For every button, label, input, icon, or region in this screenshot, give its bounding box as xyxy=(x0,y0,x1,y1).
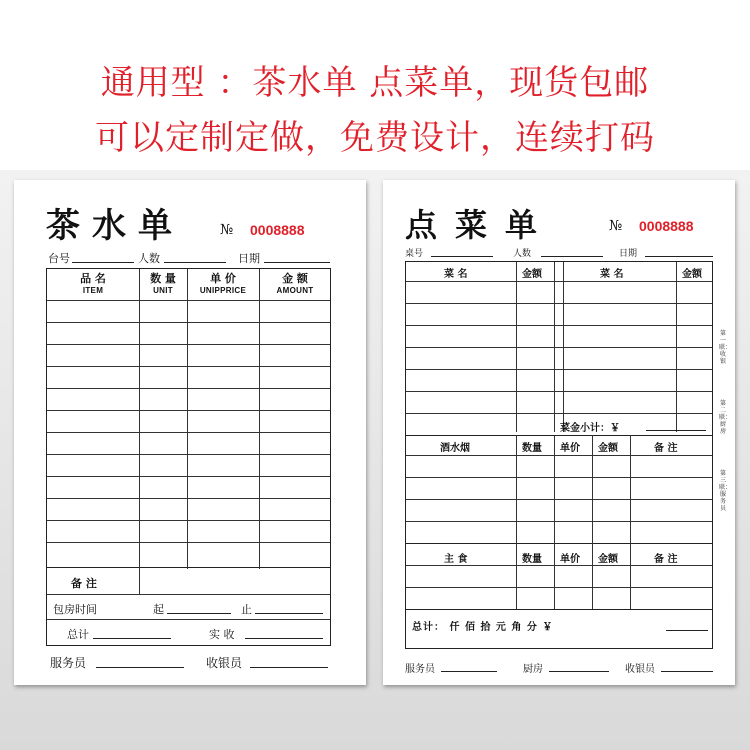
tea-start-label: 起 xyxy=(153,603,164,616)
staple-col-qty: 数量 xyxy=(522,554,542,565)
tea-form-title: 茶水单 xyxy=(46,206,184,246)
grand-total-label: 总计： 仟 佰 拾 元 角 分 ￥ xyxy=(412,622,554,633)
staple-col-amount: 金额 xyxy=(598,554,618,565)
drinks-col-remarks: 备 注 xyxy=(654,443,678,454)
order-serial-label: № xyxy=(609,218,623,234)
order-waiter-label: 服务员 xyxy=(405,664,435,675)
tea-waiter-line[interactable] xyxy=(96,667,184,668)
drinks-col-name: 酒水烟 xyxy=(440,443,470,454)
dish-subtotal-label: 菜金小计：￥ xyxy=(560,423,620,434)
dish-amount-col-2: 金额 xyxy=(682,269,702,280)
order-date-label: 日期 xyxy=(619,249,638,259)
tea-total-line[interactable] xyxy=(93,638,171,639)
order-table-box xyxy=(405,261,713,649)
tea-col-unit: 数 量 UNIT xyxy=(150,272,176,295)
tea-cashier-line[interactable] xyxy=(250,667,328,668)
staple-col-remarks: 备 注 xyxy=(654,554,678,565)
tea-date-line[interactable] xyxy=(264,262,330,263)
tea-serial-number: 0008888 xyxy=(250,222,305,238)
tea-room-time-label: 包房时间 xyxy=(53,603,97,616)
tea-serial-label: № xyxy=(220,222,234,238)
dish-name-col-2: 菜 名 xyxy=(600,269,624,280)
tea-date-label: 日期 xyxy=(238,252,260,265)
order-cashier-line[interactable] xyxy=(661,671,713,672)
drinks-col-qty: 数量 xyxy=(522,443,542,454)
tea-remarks-label: 备 注 xyxy=(71,577,97,590)
tea-end-label: 止 xyxy=(241,603,252,616)
order-form-sheet xyxy=(383,180,735,685)
tea-total-label: 总计 xyxy=(67,628,89,641)
order-people-label: 人数 xyxy=(513,249,532,259)
order-people-line[interactable] xyxy=(541,256,603,257)
order-serial-number: 0008888 xyxy=(639,218,694,234)
tea-table-line[interactable] xyxy=(72,262,134,263)
tea-col-item: 品 名 ITEM xyxy=(80,272,106,295)
tea-received-label: 实 收 xyxy=(209,628,235,641)
tea-table-box xyxy=(46,268,331,568)
staple-col-name: 主 食 xyxy=(444,554,468,565)
tea-col-amount: 金 额 AMOUNT xyxy=(276,272,314,295)
headline-line-1: 通用型 ：茶水单 点菜单，现货包邮 xyxy=(100,63,650,103)
order-table-label: 桌号 xyxy=(405,249,424,259)
order-table-line[interactable] xyxy=(431,256,493,257)
tea-table-label: 台号 xyxy=(48,252,70,265)
order-date-line[interactable] xyxy=(645,256,713,257)
grand-total-line[interactable] xyxy=(666,630,708,631)
order-form-title: 点菜单 xyxy=(405,206,556,244)
copy-note-2: 第二联：厨房 xyxy=(719,400,732,435)
tea-received-line[interactable] xyxy=(245,638,323,639)
staple-col-price: 单价 xyxy=(560,554,580,565)
tea-form-sheet xyxy=(14,180,366,685)
tea-people-line[interactable] xyxy=(164,262,226,263)
tea-start-line[interactable] xyxy=(167,613,231,614)
headline-line-2: 可以定制定做，免费设计，连续打码 xyxy=(95,118,655,158)
dish-amount-col-1: 金额 xyxy=(522,269,542,280)
drinks-col-amount: 金额 xyxy=(598,443,618,454)
tea-waiter-label: 服务员 xyxy=(50,656,87,670)
order-kitchen-label: 厨房 xyxy=(523,664,543,675)
tea-people-label: 人数 xyxy=(138,252,160,265)
tea-footer-box xyxy=(46,568,331,646)
tea-cashier-label: 收银员 xyxy=(206,656,243,670)
copy-note-3: 第三联：服务员 xyxy=(719,470,732,512)
copy-note-1: 第一联：收银 xyxy=(719,330,732,365)
dish-name-col-1: 菜 名 xyxy=(444,269,468,280)
dish-subtotal-line[interactable] xyxy=(646,430,706,431)
tea-end-line[interactable] xyxy=(255,613,323,614)
drinks-col-price: 单价 xyxy=(560,443,580,454)
order-kitchen-line[interactable] xyxy=(549,671,609,672)
order-waiter-line[interactable] xyxy=(441,671,497,672)
order-cashier-label: 收银员 xyxy=(625,664,655,675)
tea-col-price: 单 价 UNIPPRICE xyxy=(199,272,247,295)
